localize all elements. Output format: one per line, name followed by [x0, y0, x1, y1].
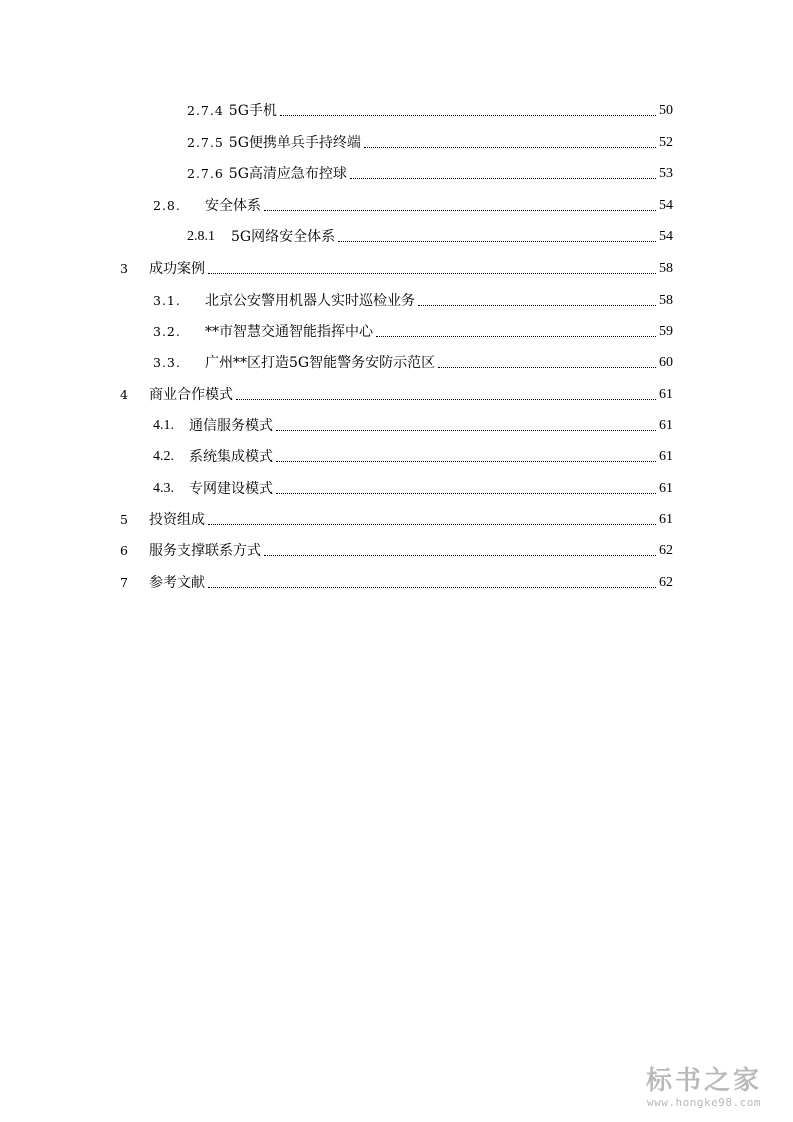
- toc-entry-page: 61: [659, 418, 673, 433]
- toc-entry-4-3[interactable]: [153, 478, 673, 498]
- toc-dot-leader: [438, 366, 656, 368]
- toc-dot-leader: [418, 304, 656, 306]
- toc-entry-4-2[interactable]: [153, 446, 673, 466]
- toc-entry-title: 系统集成模式: [189, 449, 273, 465]
- toc-dot-leader: [208, 272, 656, 274]
- toc-entry-3-3[interactable]: [153, 352, 673, 372]
- toc-entry-2-7-4[interactable]: [187, 100, 673, 120]
- toc-entry-title: 5G便携单兵手持终端: [228, 135, 361, 151]
- toc-entry-number: 2.7.5: [187, 135, 229, 150]
- toc-entry-title: 参考文献: [149, 575, 205, 591]
- toc-entry-page: 58: [659, 261, 673, 276]
- toc-dot-leader: [264, 209, 656, 211]
- toc-dot-leader: [338, 240, 656, 242]
- toc-entry-page: 54: [659, 198, 673, 213]
- toc-entry-number: 4: [120, 387, 129, 402]
- toc-entry-number: 2.8.1: [187, 229, 215, 244]
- toc-entry-number: 3.2.: [153, 324, 181, 339]
- toc-entry-2-8[interactable]: [153, 195, 673, 215]
- toc-entry-title: 5G网络安全体系: [231, 229, 336, 245]
- toc-entry-page: 52: [659, 135, 673, 150]
- toc-entry-page: 61: [659, 512, 673, 527]
- watermark-logo: [629, 1066, 779, 1110]
- toc-entry-number: 3.3.: [153, 355, 181, 370]
- toc-entry-title: 投资组成: [149, 512, 205, 528]
- toc-entry-title: 成功案例: [149, 261, 205, 277]
- toc-entry-number: 3.1.: [153, 293, 181, 308]
- toc-entry-title: 专网建设模式: [189, 481, 273, 497]
- toc-entry-number: 4.3.: [153, 481, 174, 496]
- toc-entry-number: 4.2.: [153, 449, 174, 464]
- toc-entry-number: 3: [120, 261, 129, 276]
- toc-entry-3-1[interactable]: [153, 290, 673, 310]
- toc-entry-number: 5: [120, 512, 129, 527]
- toc-entry-number: 2.7.6: [187, 166, 229, 181]
- toc-dot-leader: [376, 335, 656, 337]
- toc-entry-title: **市智慧交通智能指挥中心: [205, 324, 373, 340]
- toc-entry-title: 5G手机: [228, 103, 277, 119]
- toc-dot-leader: [350, 177, 656, 179]
- toc-entry-page: 59: [659, 324, 673, 339]
- toc-entry-2-7-5[interactable]: [187, 132, 673, 152]
- toc-entry-page: 61: [659, 449, 673, 464]
- toc-entry-4[interactable]: [120, 384, 673, 404]
- toc-entry-page: 62: [659, 543, 673, 558]
- toc-entry-title: 安全体系: [205, 198, 261, 214]
- toc-entry-title: 通信服务模式: [189, 418, 273, 434]
- toc-entry-number: 2.8.: [153, 198, 181, 213]
- toc-entry-number: 4.1.: [153, 418, 174, 433]
- watermark-title: 标书之家: [645, 1066, 762, 1096]
- toc-entry-title: 5G高清应急布控球: [228, 166, 347, 182]
- toc-dot-leader: [276, 429, 656, 431]
- toc-entry-5[interactable]: [120, 509, 673, 529]
- toc-entry-2-7-6[interactable]: [187, 163, 673, 183]
- toc-entry-3-2[interactable]: [153, 321, 673, 341]
- toc-entry-page: 58: [659, 293, 673, 308]
- toc-dot-leader: [208, 523, 656, 525]
- toc-entry-3[interactable]: [120, 258, 673, 278]
- toc-dot-leader: [276, 492, 656, 494]
- toc-entry-number: 2.7.4: [187, 103, 229, 118]
- toc-entry-page: 54: [659, 229, 673, 244]
- toc-entry-title: 广州**区打造5G智能警务安防示范区: [205, 355, 436, 371]
- toc-entry-6[interactable]: [120, 540, 673, 560]
- toc-entry-page: 61: [659, 387, 673, 402]
- toc-entry-7[interactable]: [120, 572, 673, 592]
- toc-dot-leader: [276, 460, 656, 462]
- toc-entry-number: 6: [120, 543, 129, 558]
- toc-entry-title: 商业合作模式: [149, 387, 233, 403]
- toc-dot-leader: [264, 554, 656, 556]
- toc-entry-page: 50: [659, 103, 673, 118]
- toc-entry-number: 7: [120, 575, 129, 590]
- toc-entry-page: 53: [659, 166, 673, 181]
- toc-dot-leader: [208, 586, 656, 588]
- toc-entry-title: 服务支撑联系方式: [149, 543, 261, 559]
- toc-entry-page: 62: [659, 575, 673, 590]
- toc-entry-4-1[interactable]: [153, 415, 673, 435]
- toc-dot-leader: [236, 398, 656, 400]
- toc-entry-page: 61: [659, 481, 673, 496]
- toc-entry-2-8-1[interactable]: [187, 226, 673, 246]
- toc-entry-title: 北京公安警用机器人实时巡检业务: [205, 293, 415, 309]
- toc-entry-page: 60: [659, 355, 673, 370]
- watermark-url: www.hongke98.com: [647, 1096, 761, 1109]
- toc-dot-leader: [364, 146, 656, 148]
- toc-dot-leader: [280, 114, 656, 116]
